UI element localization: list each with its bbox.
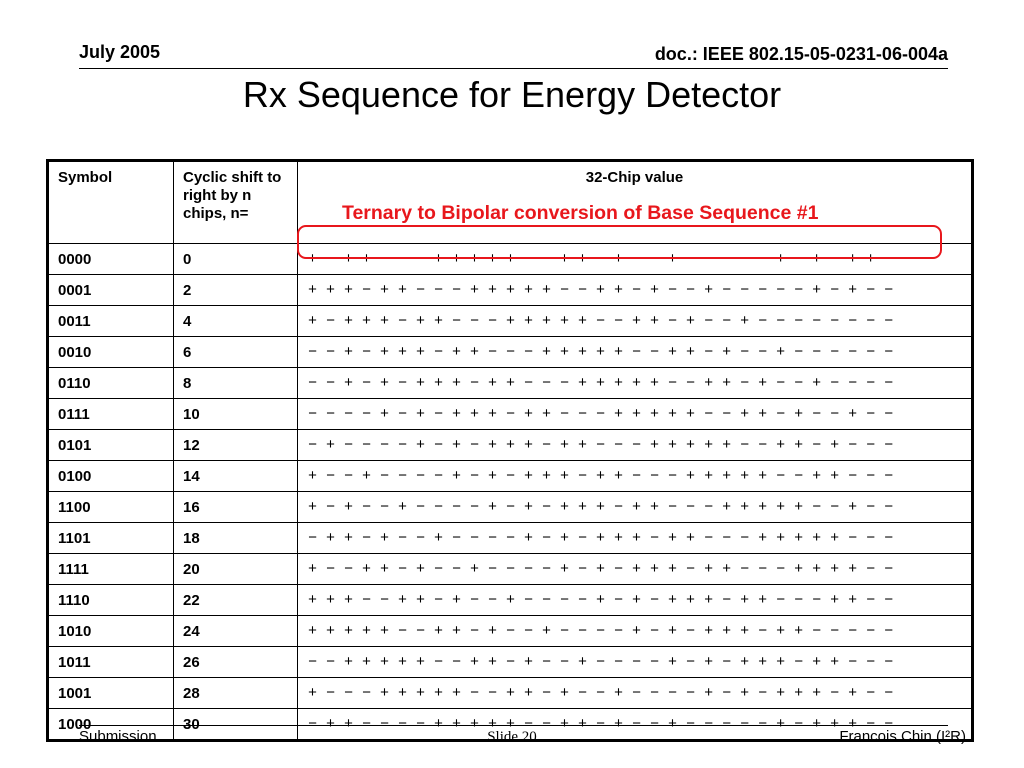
shift-cell: 16 bbox=[174, 492, 298, 523]
footer-divider bbox=[79, 725, 948, 726]
symbol-cell: 1000 bbox=[48, 709, 174, 741]
table-row bbox=[48, 430, 973, 461]
chip-value-cell: + + + − + + − − − + + + + + − − + + − + − − + − − − − − + − + − − bbox=[298, 275, 973, 306]
chip-value-cell: + − + + − − − + + + + + − − + + − + − − + − − − − − + − + − + + − bbox=[298, 244, 973, 275]
chip-value-cell: − − − − + − + − + + + − + + − − − + + + + + − − + + − + − − + − − bbox=[298, 399, 973, 430]
chip-value-cell: − + − − − − + − + − + + + − + + − − − + + + + + − − + + − + − − − bbox=[298, 430, 973, 461]
chip-value-cell: + − + + + − + + − − − + + + + + − − + + − + − − + − − − − − − − − bbox=[298, 306, 973, 337]
header-symbol: Symbol bbox=[48, 161, 174, 244]
table-row bbox=[48, 554, 973, 585]
chip-value-cell: − + + − − − − + + + + + − − + + − + − − + − − − − − + − + + + − − bbox=[298, 709, 973, 741]
symbol-cell: 0011 bbox=[48, 306, 174, 337]
table-row bbox=[48, 368, 973, 399]
symbol-cell: 0101 bbox=[48, 430, 174, 461]
footer-author: Francois Chin (I²R) bbox=[839, 728, 966, 745]
chip-value-cell: − − + + + + + − − + + − + − − + − − − − + − + − + + + − + + − − − bbox=[298, 647, 973, 678]
header-chip-label: 32-Chip value bbox=[585, 169, 684, 186]
table-row bbox=[48, 678, 973, 709]
footer-submission: Submission bbox=[79, 728, 157, 745]
table-row bbox=[48, 616, 973, 647]
shift-cell: 28 bbox=[174, 678, 298, 709]
shift-cell: 2 bbox=[174, 275, 298, 306]
shift-cell: 30 bbox=[174, 709, 298, 741]
shift-cell: 10 bbox=[174, 399, 298, 430]
symbol-cell: 0100 bbox=[48, 461, 174, 492]
symbol-cell: 1011 bbox=[48, 647, 174, 678]
symbol-cell: 0010 bbox=[48, 337, 174, 368]
header-cyclic-shift: Cyclic shift to right by n chips, n= bbox=[174, 161, 298, 244]
header-date: July 2005 bbox=[79, 42, 161, 62]
symbol-cell: 0111 bbox=[48, 399, 174, 430]
footer-slide-number: Slide 20 bbox=[487, 729, 537, 745]
symbol-cell: 1101 bbox=[48, 523, 174, 554]
chip-value-cell: + + + − − + + − + − − + − − − − + − + − + + + − + + − − − + + − − bbox=[298, 585, 973, 616]
table-row bbox=[48, 275, 973, 306]
symbol-cell: 1111 bbox=[48, 554, 174, 585]
table-row bbox=[48, 306, 973, 337]
shift-cell: 18 bbox=[174, 523, 298, 554]
chip-value-cell: − − + − + + + − + + − − − + + + + + − − + + − + − − + − − − − − − bbox=[298, 337, 973, 368]
conversion-annotation: Ternary to Bipolar conversion of Base Sequence #1 bbox=[342, 202, 819, 224]
table-row bbox=[48, 585, 973, 616]
chip-value-cell: − − + − + − + + + − + + − − − + + + + + − − + + − + − − + − − − − bbox=[298, 368, 973, 399]
symbol-cell: 1110 bbox=[48, 585, 174, 616]
table-row bbox=[48, 337, 973, 368]
base-sequence-highlight bbox=[297, 225, 942, 259]
shift-cell: 14 bbox=[174, 461, 298, 492]
shift-cell: 8 bbox=[174, 368, 298, 399]
shift-cell: 24 bbox=[174, 616, 298, 647]
shift-cell: 6 bbox=[174, 337, 298, 368]
symbol-cell: 0001 bbox=[48, 275, 174, 306]
shift-cell: 20 bbox=[174, 554, 298, 585]
symbol-cell: 0000 bbox=[48, 244, 174, 275]
table-row bbox=[48, 647, 973, 678]
chip-value-cell: − + + − + − − + − − − − + − + − + + + − + + − − − + + + + + − − − bbox=[298, 523, 973, 554]
table-row bbox=[48, 461, 973, 492]
symbol-cell: 1001 bbox=[48, 678, 174, 709]
symbol-cell: 0110 bbox=[48, 368, 174, 399]
table-row bbox=[48, 523, 973, 554]
shift-cell: 12 bbox=[174, 430, 298, 461]
table-row bbox=[48, 492, 973, 523]
table-row bbox=[48, 399, 973, 430]
symbol-cell: 1010 bbox=[48, 616, 174, 647]
chip-value-cell: + − − + − − − − + − + − + + + − + + − − − + + + + + − − + + − − − bbox=[298, 461, 973, 492]
symbol-cell: 1100 bbox=[48, 492, 174, 523]
shift-cell: 26 bbox=[174, 647, 298, 678]
chip-value-cell: + − + − − + − − − − + − + − + + + − + + − − − + + + + + − − + − − bbox=[298, 492, 973, 523]
shift-cell: 4 bbox=[174, 306, 298, 337]
chip-value-cell: + + + + + − − + + − + − − + − − − − + − + − + + + − + + − − − − − bbox=[298, 616, 973, 647]
header-divider bbox=[79, 68, 948, 69]
shift-cell: 22 bbox=[174, 585, 298, 616]
shift-cell: 0 bbox=[174, 244, 298, 275]
chip-value-cell: + − − + + − + − − + − − − − + − + − + + + − + + − − − + + + + − − bbox=[298, 554, 973, 585]
slide-title: Rx Sequence for Energy Detector bbox=[242, 74, 782, 115]
chip-value-cell: + − − − + + + + + − − + + − + − − + − − − − + − + − + + + − + − − bbox=[298, 678, 973, 709]
header-doc-id: doc.: IEEE 802.15-05-0231-06-004a bbox=[654, 44, 948, 64]
